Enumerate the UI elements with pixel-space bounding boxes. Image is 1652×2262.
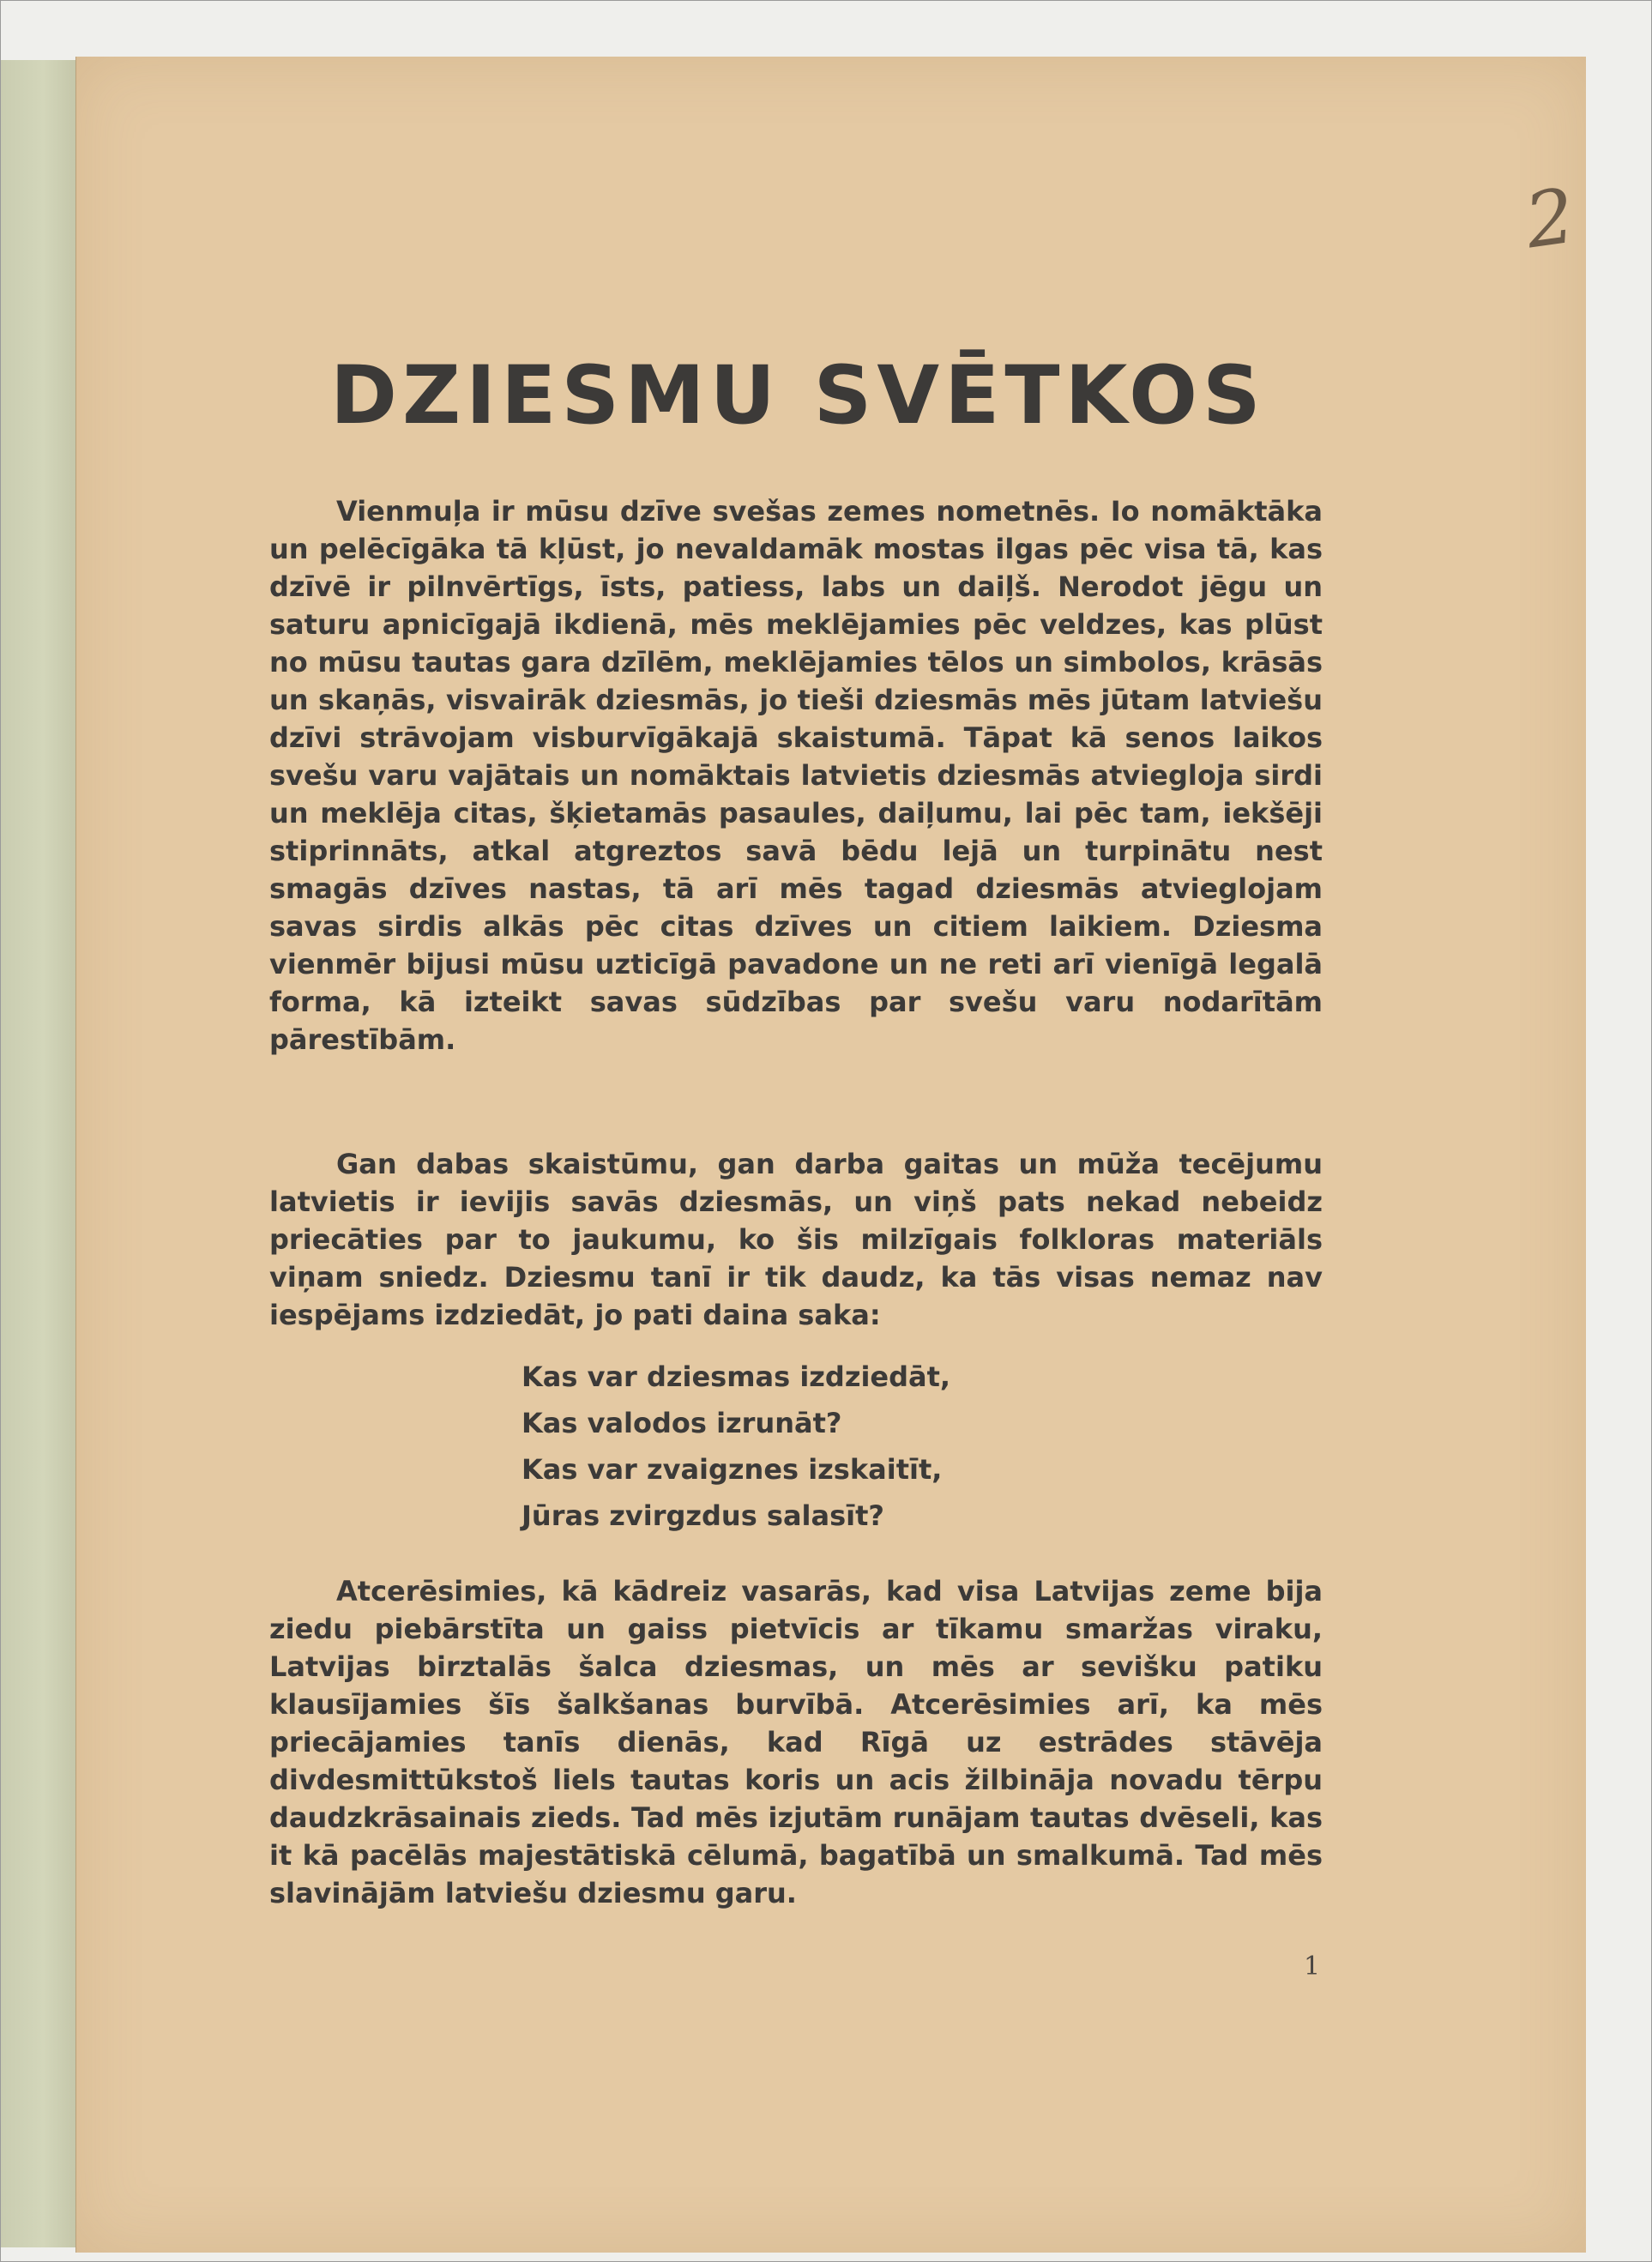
paragraph-1: Vienmuļa ir mūsu dzīve svešas zemes nometnēs. Io nomāktāka un pelēcīgāka tā kļūst, jo nevaldamāk mostas ilgas pēc visa tā, kas dzīvē ir pilnvērtīgs, īsts, patiess, labs un daiļš. Nerodot jēgu un saturu apnicīgajā ikdienā, mēs meklējamies pēc veldzes, kas plūst no mūsu tautas gara dzīlēm, meklējamies tēlos un simbolos, krāsās un skaņās, visvairāk dziesmās, jo tieši dziesmās mēs jūtam latviešu dzīvi strāvojam visburvīgākajā skaistumā. Tāpat kā senos laikos svešu varu vajātais un nomāktais latvietis dziesmās atviegloja sirdi un meklēja citas, šķietamās pasaules, daiļumu, lai pēc tam, iekšēji stiprinnāts, atkal atgreztos savā bēdu lejā un turpinātu nest smagās dzīves nastas, tā arī mēs tagad dziesmās atvieglojam savas sirdis alkās pēc citas dzīves un citiem laikiem. Dziesma vienmēr bijusi mūsu uzticīgā pavadone un ne reti arī vienīgā legalā forma, kā izteikt savas sūdzības par svešu varu nodarītām pārestībām. xyxy=(269,495,1323,1056)
paragraph-2: Gan dabas skaistūmu, gan darba gaitas un mūža tecējumu latvietis ir ievijis savās dziesmās, un viņš pats nekad nebeidz priecāties par to jaukumu, ko šis milzīgais folkloras materiāls viņam sniedz. Dziesmu tanī ir tik daudz, ka tās visas nemaz nav iespējams izdziedāt, jo pati daina saka: xyxy=(269,1148,1323,1331)
verse-line: Kas var dziesmas izdziedāt, xyxy=(522,1360,951,1393)
booklet-spine xyxy=(0,60,81,2247)
handwritten-page-number: 2 xyxy=(1520,171,1580,266)
verse-line: Kas var zvaigznes izskaitīt, xyxy=(522,1453,943,1486)
verse-block xyxy=(522,1354,1173,1539)
paragraph-3: Atcerēsimies, kā kādreiz vasarās, kad visa Latvijas zeme bija ziedu piebārstīta un gaiss pietvīcis ar tīkamu smaržas viraku, Latvijas birztalās šalca dziesmas, un mēs ar sevišku patiku klausījamies šīs šalkšanas burvībā. Atcerēsimies arī, ka mēs priecājamies tanīs dienās, kad Rīgā uz estrādes stāvēja divdesmittūkstoš liels tautas koris un acis žilbināja novadu tērpu daudzkrāsainais zieds. Tad mēs izjutām runājam tautas dvēseli, kas it kā pacēlās majestātiskā cēlumā, bagatībā un smalkumā. Tad mēs slavinājām latviešu dziesmu garu. xyxy=(269,1575,1323,1909)
printed-page-number: 1 xyxy=(1304,1951,1321,1982)
verse-line: Kas valodos izrunāt? xyxy=(522,1407,842,1439)
verse-line: Jūras zvirgzdus salasīt? xyxy=(522,1499,884,1532)
page-title: DZIESMU SVĒTKOS xyxy=(330,349,1266,443)
